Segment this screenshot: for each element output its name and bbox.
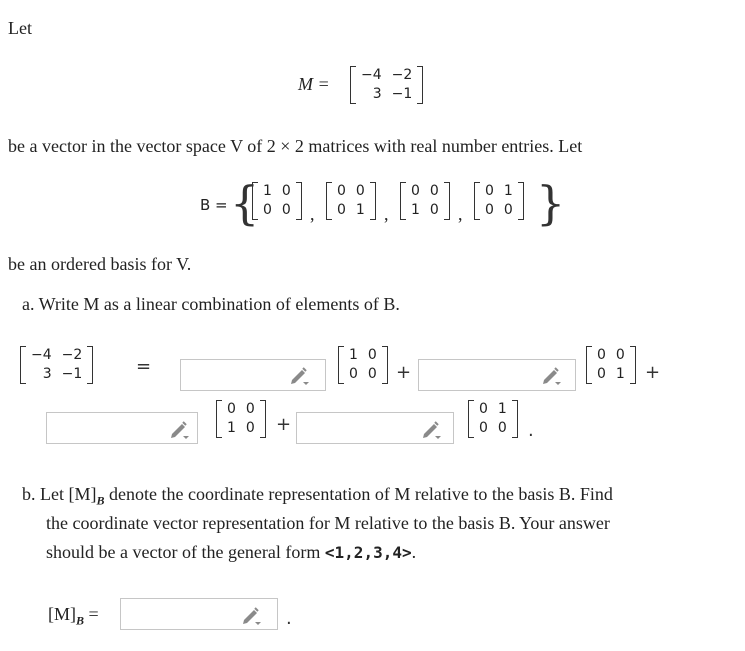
basis-matrix-1-term: 1 0 0 0 [338,346,388,384]
format-example: <1,2,3,4> [324,543,412,562]
basis-matrix-2-term: 0 0 0 1 [586,346,636,384]
part-b-line-2: the coordinate vector representation for M relative to the basis B. Your answer [46,513,610,533]
pencil-dropdown-icon[interactable] [240,604,262,626]
basis-matrix-2: 0 0 0 1 [326,182,376,220]
m-equation-label: M = [298,74,330,94]
ordered-basis-text: be an ordered basis for V. [8,254,192,274]
trailing-period: . [286,608,292,629]
part-a-prompt: a. Write M as a linear combination of elements of B. [22,294,400,314]
plus-sign: + [645,362,661,383]
matrix-m-copy: −4 −2 3 −1 [20,346,93,384]
m-entry: −4 [361,67,382,83]
basis-matrix-3: 0 0 1 0 [400,182,450,220]
period: . [528,420,534,441]
pencil-dropdown-icon[interactable] [288,364,310,386]
matrix-m [350,66,423,104]
part-b-line-3: should be a vector of the general form <1,2,3,4>. [46,542,417,562]
right-brace: } [536,176,566,230]
plus-sign: + [276,414,292,435]
basis-matrix-3-term: 0 0 1 0 [216,400,266,438]
m-entry: −1 [391,86,413,102]
plus-sign: + [396,362,412,383]
basis-matrix-4: 0 1 0 0 [474,182,524,220]
left-brace: { [230,176,260,230]
pencil-dropdown-icon[interactable] [168,418,190,440]
pencil-dropdown-icon[interactable] [540,364,562,386]
basis-matrix-1: 1 0 0 0 [252,182,302,220]
m-entry: 3 [372,86,382,102]
vector-space-text: be a vector in the vector space V of 2 × 2 matrices with real number entries. Let [8,136,583,156]
pencil-dropdown-icon[interactable] [420,418,442,440]
equals-sign: = [136,356,152,377]
let-label: Let [8,18,32,38]
m-entry: −2 [391,67,413,83]
basis-matrix-4-term: 0 1 0 0 [468,400,518,438]
part-b-line-1: b. Let $[M]_B$ denote the coordinate representation of M relative to the basis B. Find [22,484,613,508]
b-equation-label: B = [200,196,228,214]
answer-label: $[M]_B$ = [48,604,99,628]
